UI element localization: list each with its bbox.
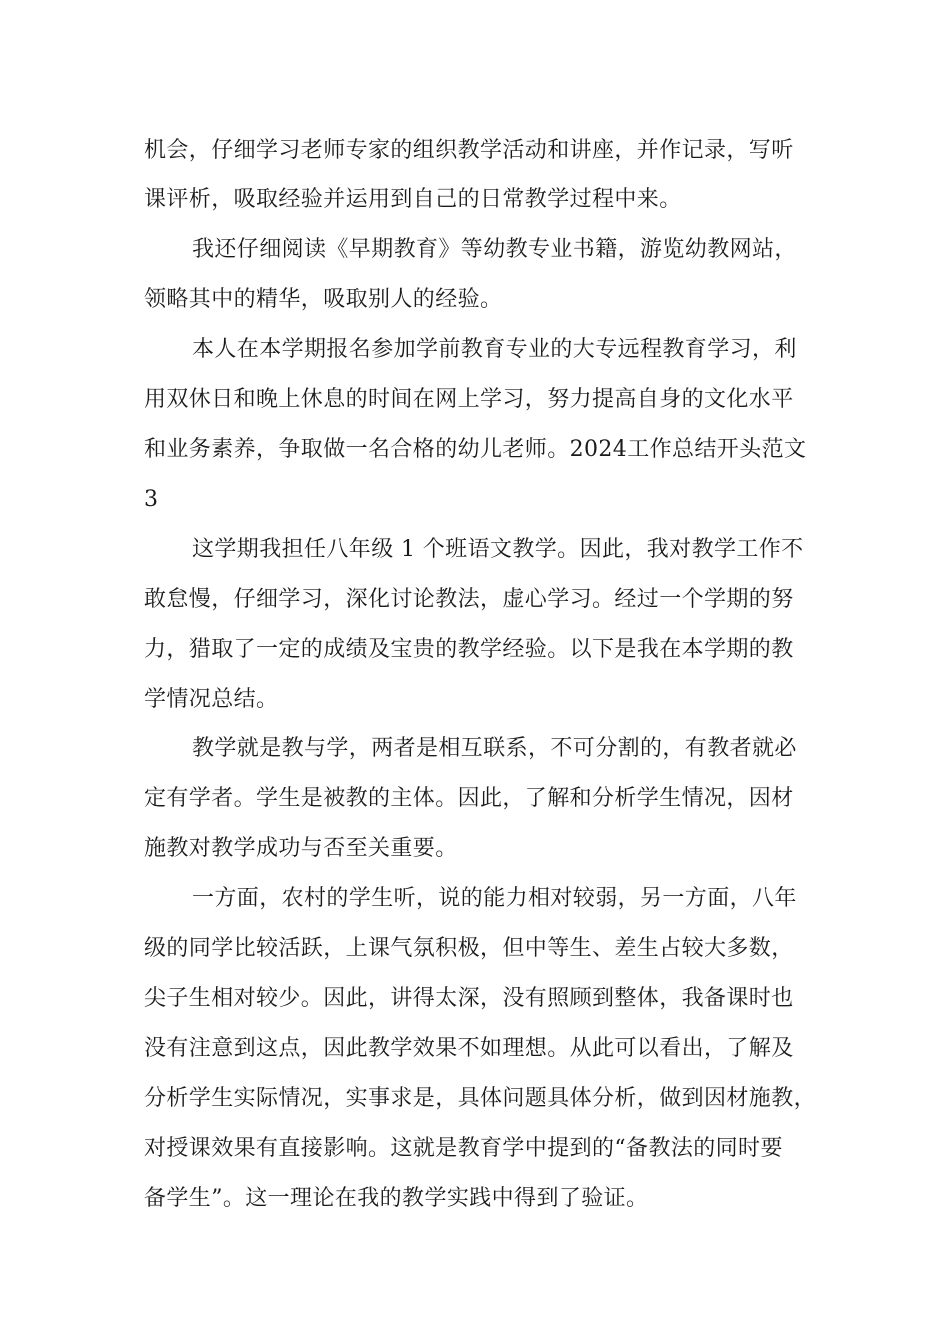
text-line: 级的同学比较活跃，上课气氛积极，但中等生、差生占较大多数， <box>144 936 794 961</box>
text-line: 用双休日和晚上休息的时间在网上学习，努力提高自身的文化水平 <box>144 387 794 412</box>
text-line: 定有学者。学生是被教的主体。因此，了解和分析学生情况，因材 <box>144 786 794 811</box>
text-line: 机会，仔细学习老师专家的组织教学活动和讲座，并作记录，写听 <box>144 138 794 163</box>
text-line: 敢怠慢，仔细学习，深化讨论教法，虚心学习。经过一个学期的努 <box>144 587 794 612</box>
paragraph-first-line: 我还仔细阅读《早期教育》等幼教专业书籍，游览幼教网站， <box>192 237 797 262</box>
text-line: 分析学生实际情况，实事求是，具体问题具体分析，做到因材施教， <box>144 1086 817 1111</box>
text-line: 备学生”。这一理论在我的教学实践中得到了验证。 <box>144 1186 649 1211</box>
text-line: 领略其中的精华，吸取别人的经验。 <box>144 287 503 312</box>
paragraph-first-line: 本人在本学期报名参加学前教育专业的大专远程教育学习，利 <box>192 337 797 362</box>
text-line: 尖子生相对较少。因此，讲得太深，没有照顾到整体，我备课时也 <box>144 986 794 1011</box>
paragraph-first-line: 一方面，农村的学生听，说的能力相对较弱，另一方面，八年 <box>192 886 797 911</box>
paragraph-first-line: 这学期我担任八年级 1 个班语文教学。因此，我对教学工作不 <box>192 537 804 562</box>
text-line: 力，猎取了一定的成绩及宝贵的教学经验。以下是我在本学期的教 <box>144 637 794 662</box>
text-line: 没有注意到这点，因此教学效果不如理想。从此可以看出，了解及 <box>144 1036 794 1061</box>
paragraph-first-line: 教学就是教与学，两者是相互联系，不可分割的，有教者就必 <box>192 736 797 761</box>
text-line: 课评析，吸取经验并运用到自己的日常教学过程中来。 <box>144 187 682 212</box>
text-line: 和业务素养，争取做一名合格的幼儿老师。2024工作总结开头范文 <box>144 437 807 462</box>
text-line: 对授课效果有直接影响。这就是教育学中提到的“备教法的同时要 <box>144 1136 783 1161</box>
text-line: 学情况总结。 <box>144 687 279 712</box>
text-line: 施教对教学成功与否至关重要。 <box>144 836 458 861</box>
text-line: 3 <box>144 487 159 512</box>
